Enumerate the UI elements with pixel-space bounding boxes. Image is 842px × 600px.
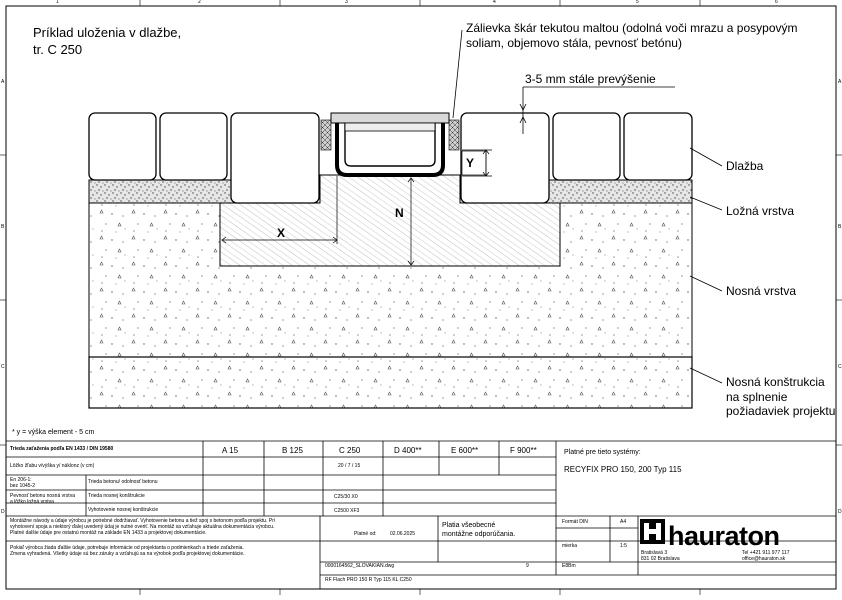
title-block-lines xyxy=(6,441,836,589)
callout-grout-line1: Zálievka škár tekutou maltou (odolná voči mrazu a posypovým xyxy=(466,21,798,35)
note-2: vyhotovení spoja a niektorý ďalej uvedený údaj je nutné overiť. Na montáž sa vzťahuje aktuálna dokumentácia výrobcu. xyxy=(10,524,275,530)
hauraton-logo-mark xyxy=(640,519,665,544)
row4-c: Trieda nosnej konštrukcie xyxy=(88,493,145,499)
callout-grout-line2: soliam, objemovo stála, pevnosť betónu) xyxy=(466,36,682,50)
date-label: Platné od: xyxy=(354,531,377,537)
row4-a: Pevnosť betonu nosná vrstva xyxy=(10,493,75,499)
note-5: Zmena vyhradená. Všetky údaje sú bez záruky a vzťahujú sa na výrobok podľa projektovej dokumentácie. xyxy=(10,551,245,557)
drawing-title-line1: Príklad uloženia v dlažbe, xyxy=(33,25,182,40)
class-a15: A 15 xyxy=(222,446,239,455)
company-logo: hauraton xyxy=(668,521,780,551)
grid-col-6: 6 xyxy=(775,0,778,5)
bed-depth-value: 20 / 7 / 15 xyxy=(338,463,361,469)
row5-c: Vyhotovenie nosnej konštrukcie xyxy=(88,507,159,513)
row3-b: bez 1045-2 xyxy=(10,483,36,489)
sheet-number: 9 xyxy=(526,563,529,569)
grid-row-a: A xyxy=(1,79,5,85)
date-value: 02.06.2025 xyxy=(390,531,416,537)
dim-x-label: X xyxy=(277,226,286,240)
grid-row-b-right: B xyxy=(838,224,842,230)
callout-substructure-line3: požiadaviek projektu xyxy=(726,404,836,418)
class-c250: C 250 xyxy=(339,446,361,455)
dim-n-label: N xyxy=(395,206,404,220)
company-email: office@hauraton.sk xyxy=(742,556,786,562)
callout-substructure-line2: na splnenie xyxy=(726,390,788,404)
sheet-code: E8Bm xyxy=(562,563,576,569)
grid-col-4: 4 xyxy=(493,0,496,5)
row5-value: C2500 XF3 xyxy=(334,508,360,514)
callout-elevation: 3-5 mm stále prevýšenie xyxy=(525,72,656,86)
scale-label: mierka xyxy=(562,543,578,549)
grid-row-c-right: C xyxy=(838,364,842,370)
grout-left xyxy=(321,120,331,150)
bed-depth-label: Lôžko žľabu v/výška y/ náklonz (v cm) xyxy=(10,463,95,469)
drawing-file: 0000164562_SLOVAKIAN.dwg xyxy=(325,563,395,569)
scale-value: 1:5 xyxy=(620,543,627,549)
callout-base: Nosná vrstva xyxy=(726,284,797,298)
drawing-name: RF Flach PRO 150 R Typ 115 KL C250 xyxy=(325,577,412,583)
grid-row-c: C xyxy=(1,364,5,370)
drawing-title-line2: tr. C 250 xyxy=(33,42,83,57)
class-e600: E 600** xyxy=(451,446,479,455)
callout-bedding: Ložná vrstva xyxy=(726,204,795,218)
format-value: A4 xyxy=(620,519,627,525)
note-3: Platné dalšie údaje pre ostatnú montáž na základe EN 1433 a projektovej dokumentácie. xyxy=(10,530,207,536)
class-d400: D 400** xyxy=(394,446,422,455)
substructure-layer xyxy=(89,357,692,408)
class-b125: B 125 xyxy=(282,446,303,455)
footnote: * y = výška element - 5 cm xyxy=(12,429,95,436)
callout-substructure-line1: Nosná konštrukcia xyxy=(726,375,825,389)
valid-systems: RECYFIX PRO 150, 200 Typ 115 xyxy=(564,465,682,474)
note-1: Montážne návody a údaje výrobcu je potrebné dodržiavať. Vyhotovenie betonu a tiež spoj s betonom podľa projektu. Pri xyxy=(10,518,275,524)
row3-a: En 206-1: xyxy=(10,477,32,483)
grout-right xyxy=(449,120,459,150)
valid-systems-label: Platné pre tieto systémy: xyxy=(564,449,641,456)
grid-col-1: 1 xyxy=(56,0,59,5)
company-address1: Bratislavá 3 xyxy=(641,550,668,556)
dim-y-label: Y xyxy=(466,156,475,170)
grid-row-d: D xyxy=(1,509,5,515)
row4-b: a lôžko ložná vrstva xyxy=(10,499,54,505)
validity-line2: montážne odporúčania. xyxy=(442,531,516,538)
row4-value: C25/30 X0 xyxy=(334,494,358,500)
format-label: Formát DIN xyxy=(562,519,588,525)
grid-col-5: 5 xyxy=(636,0,639,5)
note-4: Pokiaľ výrobca žiada ďalšie údaje, potrebuje informácie od projektanta o podmienkach a triede zaťaženia. xyxy=(10,545,244,551)
callout-paving: Dlažba xyxy=(726,159,764,173)
drainage-channel xyxy=(331,113,449,175)
class-f900: F 900** xyxy=(510,446,537,455)
grid-row-d-right: D xyxy=(838,509,842,515)
company-phone: Tel +421 911 977 117 xyxy=(742,550,790,556)
row3-c: Trieda betonu/ odolnosť betonu xyxy=(88,479,158,485)
validity-line1: Platia všeobecné xyxy=(442,522,496,529)
load-class-label: Trieda zaťaženia podľa EN 1433 / DIN 19580 xyxy=(10,446,114,452)
grid-col-3: 3 xyxy=(345,0,348,5)
grid-row-a-right: A xyxy=(838,79,842,85)
grid-col-2: 2 xyxy=(198,0,201,5)
grid-row-b: B xyxy=(1,224,5,230)
company-address2: 831 02 Bratislava xyxy=(641,556,680,562)
